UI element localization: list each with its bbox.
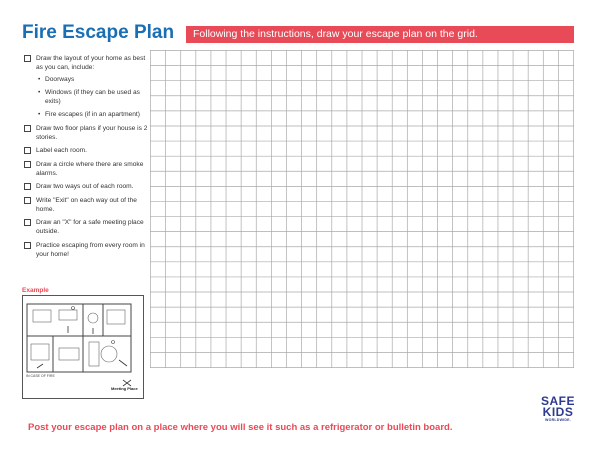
logo-line-2: KIDS xyxy=(542,405,574,419)
checkbox-icon xyxy=(24,147,31,154)
checklist-item xyxy=(22,160,150,178)
checkbox-icon xyxy=(24,125,31,132)
checklist-item xyxy=(22,54,150,119)
safe-kids-logo xyxy=(538,396,578,423)
sublist-item xyxy=(36,88,150,106)
checklist-text: Draw the layout of your home as best as you can, include: xyxy=(36,55,146,71)
example-label: Example xyxy=(22,287,49,294)
bullet-icon: • xyxy=(38,89,41,96)
checklist-item xyxy=(22,182,150,191)
logo-line-1: SAFE xyxy=(540,394,575,408)
checkbox-icon xyxy=(24,197,31,204)
checklist-text: Label each room. xyxy=(36,147,87,154)
bullet-icon: • xyxy=(38,76,41,83)
example-sign-text: IN CASE OF FIRE xyxy=(26,374,55,378)
floor-plan-drawing xyxy=(23,296,143,398)
checklist-text: Write "Exit" on each way out of the home. xyxy=(36,196,137,213)
sublist-item xyxy=(36,75,150,84)
checklist-item xyxy=(22,146,150,155)
bullet-icon: • xyxy=(38,111,41,118)
sublist-text: Doorways xyxy=(45,76,75,83)
checklist-item xyxy=(22,218,150,236)
checklist-sublist xyxy=(36,75,150,119)
checklist-item xyxy=(22,196,150,214)
sublist-text: Fire escapes (if in an apartment) xyxy=(45,111,140,118)
meeting-place-label: Meeting Place xyxy=(111,386,138,391)
checklist-item xyxy=(22,241,150,259)
page-title: Fire Escape Plan xyxy=(22,22,175,43)
checkbox-icon xyxy=(24,55,31,62)
sublist-item xyxy=(36,110,150,119)
checkbox-icon xyxy=(24,161,31,168)
checklist-text: Draw an "X" for a safe meeting place outside. xyxy=(36,219,144,235)
drawing-grid[interactable] xyxy=(150,50,574,368)
instructions-checklist xyxy=(22,54,150,263)
checklist-item xyxy=(22,124,150,142)
example-floor-plan xyxy=(22,295,144,399)
checkbox-icon xyxy=(24,219,31,226)
instructions-banner: Following the instructions, draw your escape plan on the grid. xyxy=(186,26,574,43)
checklist-text: Draw two floor plans if your house is 2 stories. xyxy=(36,124,148,141)
checklist-text: Draw a circle where there are smoke alarms. xyxy=(36,160,144,177)
sublist-text: Windows (if they can be used as exits) xyxy=(45,89,140,105)
checkbox-icon xyxy=(24,183,31,190)
checklist-text: Practice escaping from every room in your home! xyxy=(36,241,145,258)
checklist-text: Draw two ways out of each room. xyxy=(36,183,134,190)
checkbox-icon xyxy=(24,242,31,249)
footer-note: Post your escape plan on a place where you will see it such as a refrigerator or bulletin board. xyxy=(28,422,453,433)
logo-line-3: WORLDWIDE. xyxy=(545,418,571,422)
